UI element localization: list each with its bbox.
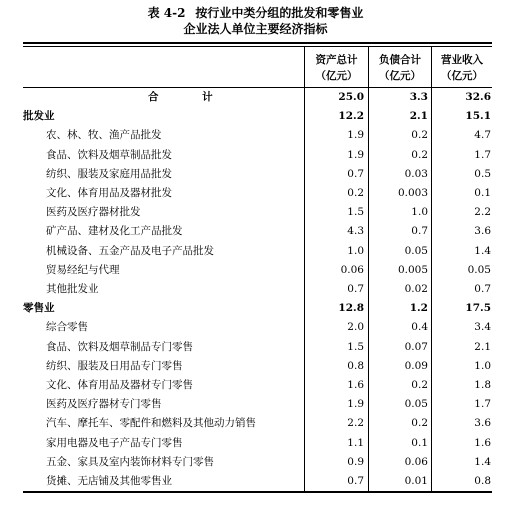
row-label: 五金、家具及室内装饰材料专门零售 — [46, 455, 214, 468]
cell-revenue: 1.8 — [474, 379, 491, 391]
cell-assets: 1.0 — [347, 244, 364, 257]
row-label: 医药及医疗器材批发 — [46, 206, 141, 219]
cell-assets: 4.3 — [347, 225, 364, 238]
table-row — [0, 357, 511, 376]
cell-assets: 12.2 — [338, 110, 364, 123]
top-rule-thick — [23, 42, 492, 44]
cell-assets: 0.9 — [347, 455, 364, 468]
cell-assets: 2.0 — [347, 321, 364, 334]
cell-assets: 1.1 — [347, 436, 364, 449]
cell-assets: 25.0 — [338, 91, 364, 103]
row-label: 批发业 — [23, 110, 55, 123]
cell-liabilities: 0.4 — [411, 321, 428, 334]
row-label: 汽车、摩托车、零配件和燃料及其他动力销售 — [46, 417, 256, 430]
table-row — [0, 395, 511, 414]
table-row — [0, 453, 511, 472]
cell-revenue: 3.4 — [474, 321, 491, 334]
cell-liabilities: 0.09 — [404, 359, 428, 372]
row-label: 医药及医疗器材专门零售 — [46, 398, 162, 411]
table-row — [0, 165, 511, 184]
cell-liabilities: 0.05 — [404, 398, 428, 411]
cell-assets: 1.5 — [347, 206, 364, 219]
cell-liabilities: 0.003 — [397, 187, 428, 199]
table-row — [0, 472, 511, 491]
row-label: 矿产品、建材及化工产品批发 — [46, 225, 183, 238]
cell-liabilities: 0.2 — [411, 129, 428, 142]
cell-liabilities: 0.03 — [404, 167, 428, 180]
cell-revenue: 2.1 — [474, 340, 491, 353]
cell-liabilities: 0.2 — [411, 379, 428, 391]
cell-assets: 12.8 — [338, 302, 364, 315]
table-row — [0, 222, 511, 241]
table-row — [0, 203, 511, 222]
table-row — [0, 376, 511, 395]
header-assets-line1: 资产总计 — [315, 54, 358, 66]
row-label: 纺织、服装及家庭用品批发 — [46, 167, 172, 180]
header-revenue-line1: 营业收入 — [441, 54, 483, 66]
cell-revenue: 1.6 — [474, 436, 491, 449]
table-row — [0, 318, 511, 337]
table-title — [0, 6, 511, 21]
header-liabilities-line1: 负债合计 — [379, 54, 421, 66]
table-row — [0, 126, 511, 145]
top-rule-thin — [23, 46, 492, 47]
table-row-wholesale — [0, 107, 511, 126]
cell-liabilities: 2.1 — [409, 110, 428, 123]
cell-assets: 1.9 — [347, 148, 364, 161]
cell-revenue: 1.7 — [474, 398, 491, 411]
row-label: 其他批发业 — [46, 283, 99, 295]
cell-assets: 0.7 — [347, 283, 364, 295]
cell-revenue: 17.5 — [465, 302, 491, 315]
cell-revenue: 0.5 — [474, 167, 491, 180]
table-row — [0, 338, 511, 357]
cell-revenue: 3.6 — [474, 225, 491, 238]
table-row-total — [0, 88, 511, 107]
table-row-retail — [0, 299, 511, 318]
table-subtitle: 企业法人单位主要经济指标 — [183, 22, 328, 36]
row-label: 货摊、无店铺及其他零售业 — [46, 475, 172, 487]
header-liabilities-unit: （亿元） — [379, 70, 421, 82]
cell-liabilities: 0.2 — [411, 417, 428, 430]
cell-revenue: 1.0 — [474, 359, 491, 372]
header-revenue — [432, 52, 492, 84]
table-title-main: 按行业中类分组的批发和零售业 — [195, 6, 364, 20]
cell-revenue: 1.4 — [474, 455, 491, 468]
cell-assets: 1.5 — [347, 340, 364, 353]
cell-liabilities: 3.3 — [409, 91, 428, 103]
cell-liabilities: 0.02 — [404, 283, 428, 295]
cell-assets: 1.9 — [347, 398, 364, 411]
cell-liabilities: 0.1 — [411, 436, 428, 449]
cell-liabilities: 0.01 — [404, 475, 428, 487]
cell-liabilities: 0.2 — [411, 148, 428, 161]
table-row — [0, 146, 511, 165]
cell-revenue: 0.1 — [474, 187, 491, 199]
cell-revenue: 2.2 — [474, 206, 491, 219]
header-liabilities — [369, 52, 431, 84]
cell-revenue: 1.4 — [474, 244, 491, 257]
row-label: 食品、饮料及烟草制品批发 — [46, 148, 172, 161]
row-label: 文化、体育用品及器材专门零售 — [46, 379, 193, 391]
cell-revenue: 3.6 — [474, 417, 491, 430]
header-assets — [305, 52, 368, 84]
cell-revenue: 15.1 — [465, 110, 491, 123]
cell-revenue: 1.7 — [474, 148, 491, 161]
cell-assets: 0.7 — [347, 167, 364, 180]
cell-assets: 0.8 — [347, 359, 364, 372]
cell-assets: 2.2 — [347, 417, 364, 430]
cell-revenue: 0.05 — [467, 263, 491, 276]
cell-revenue: 0.8 — [474, 475, 491, 487]
row-label: 家用电器及电子产品专门零售 — [46, 436, 183, 449]
table-row — [0, 184, 511, 203]
cell-liabilities: 0.07 — [404, 340, 428, 353]
row-label: 文化、体育用品及器材批发 — [46, 187, 172, 199]
table-row — [0, 434, 511, 453]
cell-revenue: 0.7 — [474, 283, 491, 295]
table-row — [0, 242, 511, 261]
cell-liabilities: 1.0 — [411, 206, 428, 219]
cell-liabilities: 1.2 — [409, 302, 428, 315]
cell-assets: 0.06 — [340, 263, 364, 276]
row-label: 零售业 — [23, 302, 55, 315]
row-label: 贸易经纪与代理 — [46, 263, 120, 276]
cell-liabilities: 0.005 — [397, 263, 428, 276]
cell-liabilities: 0.05 — [404, 244, 428, 257]
cell-assets: 1.6 — [347, 379, 364, 391]
bottom-rule — [23, 491, 492, 493]
header-assets-unit: （亿元） — [315, 70, 358, 82]
cell-liabilities: 0.06 — [404, 455, 428, 468]
cell-revenue: 4.7 — [474, 129, 491, 142]
row-label: 食品、饮料及烟草制品专门零售 — [46, 340, 193, 353]
table-row — [0, 414, 511, 433]
table-number: 表 4-2 — [147, 6, 186, 20]
row-label: 纺织、服装及日用品专门零售 — [46, 359, 183, 372]
cell-assets: 1.9 — [347, 129, 364, 142]
table-row — [0, 261, 511, 280]
row-label: 综合零售 — [46, 321, 88, 334]
header-revenue-unit: （亿元） — [441, 70, 483, 82]
cell-assets: 0.2 — [347, 187, 364, 199]
cell-assets: 0.7 — [347, 475, 364, 487]
row-label: 机械设备、五金产品及电子产品批发 — [46, 244, 214, 257]
cell-liabilities: 0.7 — [411, 225, 428, 238]
cell-revenue: 32.6 — [465, 91, 491, 103]
row-label: 合 计 — [148, 91, 233, 103]
row-label: 农、林、牧、渔产品批发 — [46, 129, 162, 142]
table-row — [0, 280, 511, 299]
